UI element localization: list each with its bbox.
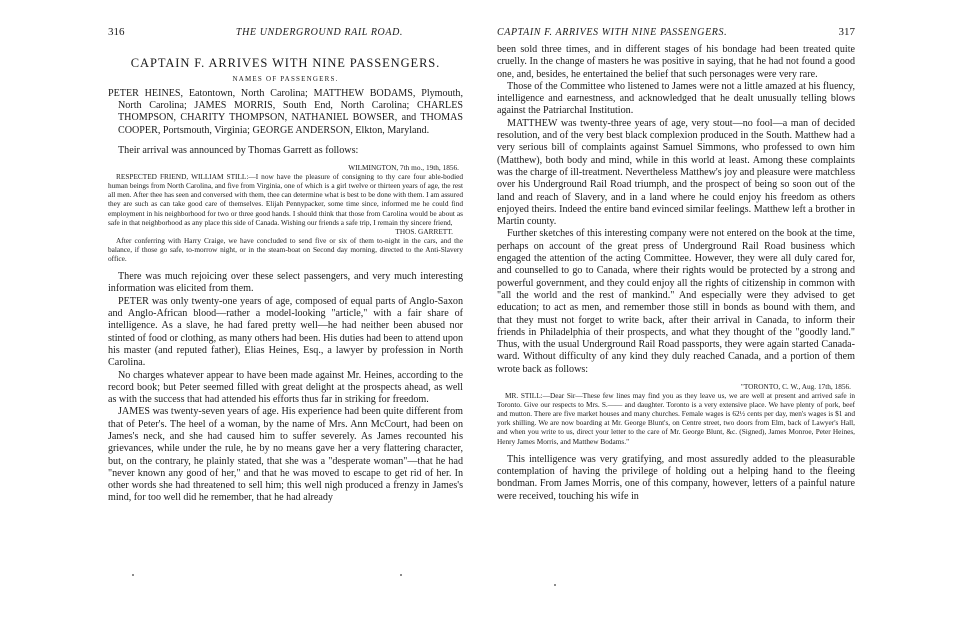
garrett-letter	[108, 163, 463, 263]
scan-speck	[132, 574, 134, 576]
para-committee: Those of the Committee who listened to James were not a little amazed at his fluency, intelligence and earnestness, and acknowledged that he dealt unusually telling blows against the Patriarchal Institution.	[497, 80, 855, 117]
letter-date: WILMINGTON, 7th mo., 19th, 1856.	[348, 163, 459, 173]
para-rejoicing: There was much rejoicing over these select passengers, and very much interesting information was elicited from them.	[108, 271, 463, 295]
letter-body: RESPECTED FRIEND, WILLIAM STILL:—I now have the pleasure of consigning to thy care four able-bodied human beings from North Carolina, and five from Virginia, one of which is a girl twelve or thirteen years of age, the rest all men. After thee has seen and conversed with them, thee can determine what is best to be done with them. I am assured they are such as can take good care of themselves. Elijah Pennypacker, some time since, informed me he could find employment in his neighborhood for two or three good hands. I should think that those from Carolina would be about as safe in that neighborhood as any place this side of Canada. Wishing our friends a safe trip, I remain thy sincere friend,	[108, 172, 463, 227]
toronto-letter-date: "TORONTO, C. W., Aug. 17th, 1856.	[740, 382, 851, 392]
right-running-head	[497, 26, 855, 40]
right-page-number: 317	[838, 26, 855, 38]
names-heading: NAMES OF PASSENGERS.	[232, 75, 339, 83]
para-further: Further sketches of this interesting company were not entered on the book at the time, perhaps on account of the great press of Underground Rail Road business which engaged the attention of the acting Committee. However, they were all duly cared for, and counselled to go to Canada, where their rights would be protected by a strong and powerful government, and they could enjoy all the rights of citizenship in common with "all the world and the rest of mankind." And especially were they advised to get education; to act as men, and remember those still in bonds as bound with them, and that they must not forget to write back, after their arrival in Canada, to inform their friends in Philadelphia of their prospects, and what they thought of the "goodly land." Thus, with the usual Underground Rail Road passports, they were again started Canada-ward. Without difficulty of any kind they duly reached Canada, and a portion of them wrote back as follows:	[497, 228, 855, 375]
letter-signature: THOS. GARRETT.	[395, 226, 453, 236]
toronto-letter	[497, 382, 855, 446]
left-page-number: 316	[108, 26, 125, 38]
passenger-list: PETER HEINES, Eatontown, North Carolina; MATTHEW BODAMS, Plymouth, North Carolina; JAMES MORRIS, South End, North Carolina; CHARLES THOMPSON, CHARITY THOMPSON, NATHANIEL BOWSER, and THOMAS COOPER, Portsmouth, Virginia; GEORGE ANDERSON, Elkton, Maryland.	[108, 88, 463, 136]
para-matthew: MATTHEW was twenty-three years of age, very stout—no fool—a man of decided resolution, and of the very best black complexion produced in the South. Matthew had a very serious bill of complaints against Samuel Simmons, who professed to own him (Matthew), both body and mind, while in this world at least. Among these complaints was the charge of ill-treatment. Nevertheless Matthew's joy and pleasure were matchless over his Underground Rail Road triumph, and the prospect of being so soon out of the land and reach of Slavery, and in a land where he could enjoy his freedom as others enjoyed theirs. Indeed the entire band evinced similar feelings. Matthew left a brother in Martin county.	[497, 117, 855, 228]
right-running-title: CAPTAIN F. ARRIVES WITH NINE PASSENGERS.	[497, 27, 728, 38]
left-page	[108, 0, 463, 617]
left-running-title: THE UNDERGROUND RAIL ROAD.	[235, 27, 403, 38]
scan-speck	[400, 574, 402, 576]
para-james: JAMES was twenty-seven years of age. His experience had been quite different from that of Peter's. The heel of a woman, by the name of Mrs. Ann McCourt, had been on James's neck, and she had caused him to suffer severely. As James recounted his grievances, while under the rule, he by no means gave her a very flattering character, but, on the contrary, he plainly stated, that she was a "desperate woman"—that he had "never known any good of her," and that he was moved to escape to get rid of her. In other words she had threatened to sell him; this well nigh produced a frenzy in James's mind, for too well did he remember, that he had already	[108, 406, 463, 504]
left-running-head	[108, 26, 463, 40]
para-peter: PETER was only twenty-one years of age, composed of equal parts of Anglo-Saxon and Anglo-African blood—rather a model-looking "article," with a fair share of intelligence. As a slave, he had fared pretty well—he had neither been abused nor stinted of food or clothing, as many others had been. His duties had been to attend upon his master (and reputed father), Elias Heines, Esq., a lawyer by profession in North Carolina.	[108, 295, 463, 369]
chapter-heading: CAPTAIN F. ARRIVES WITH NINE PASSENGERS.	[130, 56, 441, 70]
para-charges: No charges whatever appear to have been made against Mr. Heines, according to the record book; but Peter seemed filled with great delight at the prospects ahead, as well as with the success that had attended his efforts thus far in striking for freedom.	[108, 369, 463, 406]
toronto-letter-body: MR. STILL:—Dear Sir—These few lines may find you as they leave us, we are well at present and arrived safe in Toronto. Give our respects to Mrs. S.—— and daughter. Toronto is a very extensive place. We have plenty of pork, beef and mutton. There are five market houses and many churches. Female wages is 62½ cents per day, men's wages is $1 and york shilling. We are now boarding at Mr. George Blunt's, on Centre street, two doors from Elm, back of Lawyer's Hall, and when you write to us, direct your letter to the care of Mr. George Blunt, &c. (Signed), James Monroe, Peter Heines, Henry James Morris, and Matthew Bodams."	[497, 391, 855, 446]
para-gratifying: This intelligence was very gratifying, and most assuredly added to the pleasurable contemplation of having the privilege of holding out a helping hand to the fleeing bondman. From James Morris, one of this company, however, letters of a painful nature were received, touching his wife in	[497, 453, 855, 502]
scan-speck	[554, 584, 556, 586]
para-continued: been sold three times, and in different stages of his bondage had been treated quite cruelly. In the change of masters he was positive in saying, that he had not found a good one, and, besides, he entertained the belief that such personages were very rare.	[497, 44, 855, 80]
right-page	[497, 0, 855, 617]
arrival-sentence: Their arrival was announced by Thomas Garrett as follows:	[118, 144, 359, 156]
letter-postscript: After conferring with Harry Craige, we have concluded to send five or six of them to-night in the cars, and the balance, if those go safe, to-morrow night, or in the steam-boat on Second day morning, directed to the Anti-Slavery office.	[108, 235, 463, 264]
